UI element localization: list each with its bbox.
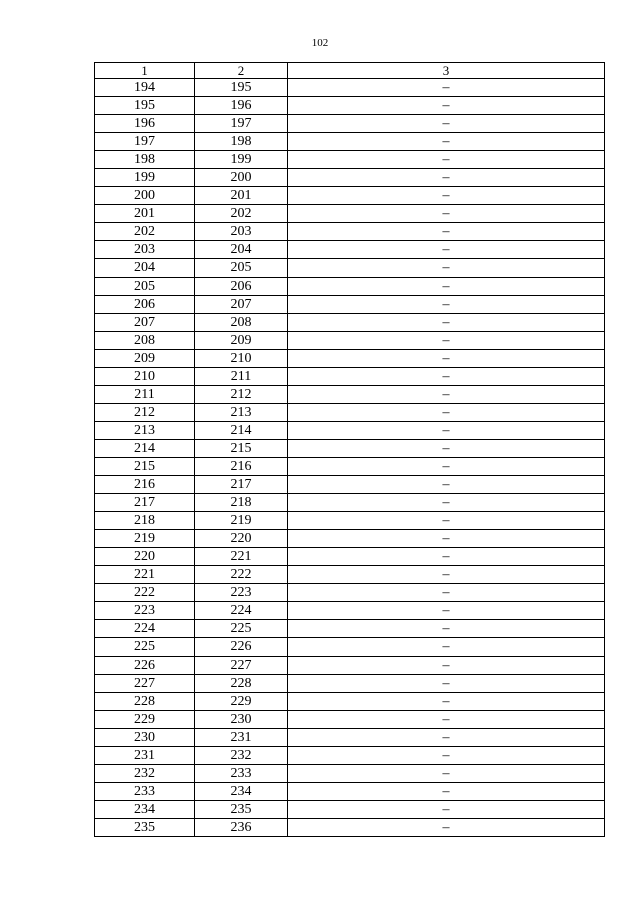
table-row <box>95 205 605 223</box>
table-cell-col-1: 194 <box>95 79 195 97</box>
table-cell-col-3: – <box>288 512 605 530</box>
table-cell-col-2: 217 <box>195 476 288 494</box>
table-row <box>95 169 605 187</box>
table-cell-col-2: 212 <box>195 385 288 403</box>
table-row <box>95 638 605 656</box>
table-cell-col-3: – <box>288 476 605 494</box>
table-cell-col-3: – <box>288 746 605 764</box>
table-cell-col-1: 228 <box>95 692 195 710</box>
table-cell-col-3: – <box>288 331 605 349</box>
table-cell-col-2: 229 <box>195 692 288 710</box>
table-cell-col-2: 195 <box>195 79 288 97</box>
table-cell-col-2: 201 <box>195 187 288 205</box>
page-number: 102 <box>311 37 329 49</box>
table-cell-col-1: 225 <box>95 638 195 656</box>
table-cell-col-3: – <box>288 638 605 656</box>
table-cell-col-3: – <box>288 800 605 818</box>
table-cell-col-3: – <box>288 151 605 169</box>
table-cell-col-3: – <box>288 728 605 746</box>
table-cell-col-2: 226 <box>195 638 288 656</box>
table-row <box>95 97 605 115</box>
table-cell-col-1: 211 <box>95 385 195 403</box>
table-cell-col-3: – <box>288 764 605 782</box>
table-cell-col-2: 228 <box>195 674 288 692</box>
table-cell-col-2: 227 <box>195 656 288 674</box>
table-row <box>95 692 605 710</box>
table-cell-col-2: 221 <box>195 548 288 566</box>
table-row <box>95 439 605 457</box>
table-cell-col-2: 205 <box>195 259 288 277</box>
table-cell-col-1: 197 <box>95 133 195 151</box>
table-cell-col-1: 223 <box>95 602 195 620</box>
table-row <box>95 385 605 403</box>
table-row <box>95 259 605 277</box>
table-cell-col-3: – <box>288 566 605 584</box>
table-cell-col-3: – <box>288 259 605 277</box>
table-cell-col-1: 206 <box>95 295 195 313</box>
table-cell-col-3: – <box>288 584 605 602</box>
table-cell-col-2: 231 <box>195 728 288 746</box>
table-cell-col-3: – <box>288 818 605 836</box>
table-cell-col-1: 195 <box>95 97 195 115</box>
table-row <box>95 241 605 259</box>
table-cell-col-2: 199 <box>195 151 288 169</box>
table-cell-col-2: 203 <box>195 223 288 241</box>
table-cell-col-3: – <box>288 782 605 800</box>
table-cell-col-2: 208 <box>195 313 288 331</box>
table-cell-col-1: 208 <box>95 331 195 349</box>
table-cell-col-2: 233 <box>195 764 288 782</box>
table-cell-col-1: 218 <box>95 512 195 530</box>
table-cell-col-3: – <box>288 674 605 692</box>
table-cell-col-2: 211 <box>195 367 288 385</box>
table-cell-col-1: 234 <box>95 800 195 818</box>
table-row <box>95 151 605 169</box>
table-cell-col-3: – <box>288 403 605 421</box>
table-row <box>95 476 605 494</box>
table-cell-col-1: 199 <box>95 169 195 187</box>
table-cell-col-2: 232 <box>195 746 288 764</box>
table-cell-col-2: 204 <box>195 241 288 259</box>
table-cell-col-3: – <box>288 421 605 439</box>
table-cell-col-3: – <box>288 494 605 512</box>
table-cell-col-1: 233 <box>95 782 195 800</box>
table-cell-col-1: 209 <box>95 349 195 367</box>
table-cell-col-2: 207 <box>195 295 288 313</box>
table-cell-col-3: – <box>288 602 605 620</box>
table-cell-col-3: – <box>288 367 605 385</box>
table-cell-col-1: 216 <box>95 476 195 494</box>
table-cell-col-2: 224 <box>195 602 288 620</box>
table-cell-col-1: 205 <box>95 277 195 295</box>
table-row <box>95 764 605 782</box>
table-cell-col-1: 220 <box>95 548 195 566</box>
table-row <box>95 584 605 602</box>
table-row <box>95 115 605 133</box>
table-row <box>95 782 605 800</box>
table-row <box>95 313 605 331</box>
table-cell-col-2: 222 <box>195 566 288 584</box>
table-cell-col-1: 230 <box>95 728 195 746</box>
table-cell-col-2: 223 <box>195 584 288 602</box>
table-cell-col-2: 209 <box>195 331 288 349</box>
table-row <box>95 656 605 674</box>
table-cell-col-3: – <box>288 530 605 548</box>
table-row <box>95 602 605 620</box>
table-cell-col-3: – <box>288 115 605 133</box>
table-row <box>95 566 605 584</box>
table-cell-col-1: 232 <box>95 764 195 782</box>
table-cell-col-1: 222 <box>95 584 195 602</box>
table-cell-col-1: 196 <box>95 115 195 133</box>
table-cell-col-3: – <box>288 656 605 674</box>
table-cell-col-2: 215 <box>195 439 288 457</box>
table-body <box>95 63 605 837</box>
table-cell-col-3: – <box>288 620 605 638</box>
table-row <box>95 403 605 421</box>
table-cell-col-3: – <box>288 187 605 205</box>
table-row <box>95 674 605 692</box>
table-cell-col-1: 217 <box>95 494 195 512</box>
table-cell-col-1: 235 <box>95 818 195 836</box>
table-row <box>95 349 605 367</box>
table-cell-col-1: 198 <box>95 151 195 169</box>
table-row <box>95 421 605 439</box>
table-cell-col-2: 210 <box>195 349 288 367</box>
table-row <box>95 457 605 475</box>
table-cell-col-3: – <box>288 349 605 367</box>
table-row <box>95 800 605 818</box>
table-cell-col-1: 226 <box>95 656 195 674</box>
table-cell-col-2: 202 <box>195 205 288 223</box>
table-cell-col-2: 198 <box>195 133 288 151</box>
table-cell-col-2: 234 <box>195 782 288 800</box>
table-cell-col-3: – <box>288 205 605 223</box>
table-cell-col-3: – <box>288 97 605 115</box>
table-cell-col-2: 218 <box>195 494 288 512</box>
table-row <box>95 187 605 205</box>
table-cell-col-3: – <box>288 439 605 457</box>
table-cell-col-3: – <box>288 710 605 728</box>
table-cell-col-2: 216 <box>195 457 288 475</box>
table-cell-col-2: 197 <box>195 115 288 133</box>
table-row <box>95 277 605 295</box>
table-cell-col-2: 230 <box>195 710 288 728</box>
table-cell-col-1: 210 <box>95 367 195 385</box>
column-header-1: 1 <box>95 63 195 79</box>
table-cell-col-3: – <box>288 313 605 331</box>
table-row <box>95 223 605 241</box>
table-cell-col-1: 231 <box>95 746 195 764</box>
table-cell-col-1: 229 <box>95 710 195 728</box>
table-cell-col-2: 225 <box>195 620 288 638</box>
table-row <box>95 79 605 97</box>
table-cell-col-1: 224 <box>95 620 195 638</box>
table-cell-col-2: 214 <box>195 421 288 439</box>
table-cell-col-3: – <box>288 133 605 151</box>
table-cell-col-3: – <box>288 457 605 475</box>
table-cell-col-1: 212 <box>95 403 195 421</box>
table-cell-col-1: 207 <box>95 313 195 331</box>
table-cell-col-1: 200 <box>95 187 195 205</box>
table-cell-col-3: – <box>288 79 605 97</box>
table-cell-col-1: 204 <box>95 259 195 277</box>
table-row <box>95 512 605 530</box>
table-row <box>95 710 605 728</box>
table-cell-col-3: – <box>288 295 605 313</box>
table-header-row <box>95 63 605 79</box>
table-cell-col-1: 201 <box>95 205 195 223</box>
table-cell-col-1: 221 <box>95 566 195 584</box>
table-cell-col-3: – <box>288 692 605 710</box>
table-row <box>95 331 605 349</box>
table-row <box>95 295 605 313</box>
table-cell-col-3: – <box>288 169 605 187</box>
table-cell-col-1: 214 <box>95 439 195 457</box>
table-cell-col-3: – <box>288 223 605 241</box>
table-cell-col-1: 213 <box>95 421 195 439</box>
table-cell-col-3: – <box>288 277 605 295</box>
table-cell-col-2: 196 <box>195 97 288 115</box>
table-cell-col-3: – <box>288 385 605 403</box>
table-cell-col-1: 227 <box>95 674 195 692</box>
table-row <box>95 548 605 566</box>
column-header-3: 3 <box>288 63 605 79</box>
table-cell-col-3: – <box>288 548 605 566</box>
table-cell-col-2: 213 <box>195 403 288 421</box>
table-cell-col-1: 203 <box>95 241 195 259</box>
table-cell-col-2: 220 <box>195 530 288 548</box>
table-row <box>95 746 605 764</box>
table-cell-col-2: 236 <box>195 818 288 836</box>
table-cell-col-1: 215 <box>95 457 195 475</box>
table-row <box>95 728 605 746</box>
table-cell-col-2: 206 <box>195 277 288 295</box>
data-table <box>94 62 605 837</box>
column-header-2: 2 <box>195 63 288 79</box>
table-cell-col-1: 202 <box>95 223 195 241</box>
table-cell-col-2: 200 <box>195 169 288 187</box>
table-row <box>95 818 605 836</box>
table-row <box>95 133 605 151</box>
table-cell-col-1: 219 <box>95 530 195 548</box>
table-row <box>95 494 605 512</box>
table-cell-col-2: 219 <box>195 512 288 530</box>
table-cell-col-3: – <box>288 241 605 259</box>
table-row <box>95 620 605 638</box>
table-row <box>95 530 605 548</box>
table-row <box>95 367 605 385</box>
table-cell-col-2: 235 <box>195 800 288 818</box>
